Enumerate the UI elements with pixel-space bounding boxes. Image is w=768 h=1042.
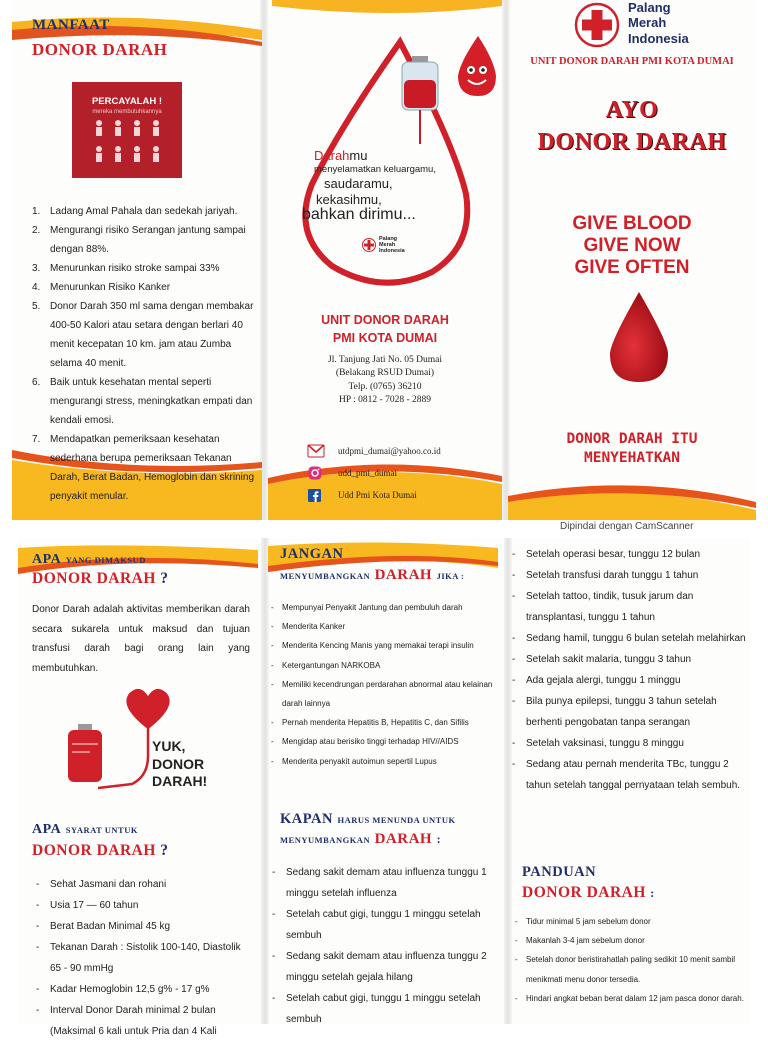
list-item: - Setelah transfusi darah tunggu 1 tahun bbox=[508, 565, 746, 586]
ayo-donor-heading: AYO DONOR DARAH bbox=[537, 97, 727, 156]
kapan-subheading: MENYUMBANGKAN DARAH : bbox=[280, 831, 442, 847]
panduan-heading: PANDUAN bbox=[522, 864, 597, 880]
panduan-subheading: DONOR DARAH : bbox=[522, 884, 655, 901]
list-item: - Tekanan Darah : Sistolik 100-140, Diastolik 65 - 90 mmHg bbox=[32, 937, 254, 979]
list-item: 3. Menurunkan risiko stroke sampai 33% bbox=[32, 263, 220, 274]
delay-list-continued bbox=[508, 544, 746, 796]
scanner-watermark: Dipindai dengan CamScanner bbox=[560, 521, 694, 532]
list-item: - Makanlah 3-4 jam sebelum donor bbox=[512, 931, 744, 950]
list-item: - Memiliki kecendrungan perdarahan abnormal atau kelainan darah lainnya bbox=[268, 675, 498, 713]
list-item: - Interval Donor Darah minimal 2 bulan (Maksimal 6 kali untuk Pria dan 4 Kali bbox=[32, 1000, 254, 1042]
list-item: - Menderita penyakit autoimun sepertil Lupus bbox=[268, 752, 498, 771]
guide-list bbox=[512, 912, 744, 1008]
blood-bag-icon bbox=[398, 54, 442, 146]
list-item: 6. Baik untuk kesehatan mental seperti mengurangi stress, meningkatkan empati dan kendali emosi. bbox=[32, 377, 253, 426]
contraindication-list bbox=[268, 598, 498, 771]
list-item: - Hindari angkat beban berat dalam 12 jam pasca donor darah. bbox=[512, 989, 744, 1008]
facebook-page[interactable]: Udd Pmi Kota Dumai bbox=[338, 490, 417, 500]
apa-dimaksud-heading: APA YANG DIMAKSUD bbox=[32, 552, 146, 567]
drop-slogan-line1: Darahmu bbox=[314, 148, 368, 163]
kapan-heading: KAPAN HARUS MENUNDA UNTUK bbox=[280, 811, 456, 827]
list-item: - Setelah operasi besar, tunggu 12 bulan bbox=[508, 544, 746, 565]
list-item: - Setelah cabut gigi, tunggu 1 minggu setelah sembuh bbox=[268, 988, 500, 1030]
jangan-subheading: MENYUMBANGKAN DARAH JIKA : bbox=[280, 567, 465, 583]
list-item: - Setelah vaksinasi, tunggu 8 minggu bbox=[508, 733, 746, 754]
percayalah-poster bbox=[72, 82, 182, 178]
email-text[interactable]: utdpmi_dumai@yahoo.co.id bbox=[338, 446, 441, 456]
list-item: - Setelah donor beristirahatlah paling sedikit 10 menit sambil menikmati menu donor tersedia. bbox=[512, 950, 744, 988]
list-item: - Mempunyai Penyakit Jantung dan pembuluh darah bbox=[268, 598, 498, 617]
drop-slogan-line4: kekasihmu, bbox=[316, 192, 382, 207]
facebook-row bbox=[308, 484, 498, 506]
red-cross-icon bbox=[362, 238, 376, 252]
yuk-donor-slogan: YUK, DONOR DARAH! bbox=[152, 738, 208, 789]
people-icon bbox=[72, 115, 182, 175]
red-cross-icon bbox=[574, 2, 620, 48]
list-item: - Bila punya epilepsi, tunggu 3 tahun setelah berhenti pengobatan tanpa serangan bbox=[508, 691, 746, 733]
poster-subtitle: mereka membutuhkannya bbox=[92, 109, 162, 115]
heart-blood-bag-icon bbox=[58, 684, 238, 804]
list-item: - Pernah menderita Hepatitis B, Hepatitis C, dan Sifilis bbox=[268, 713, 498, 732]
give-blood-slogan: GIVE BLOOD GIVE NOW GIVE OFTEN bbox=[572, 213, 692, 279]
list-item: - Kadar Hemoglobin 12,5 g% - 17 g% bbox=[32, 979, 254, 1000]
menyehatkan-slogan: DONOR DARAH ITU MENYEHATKAN bbox=[566, 431, 698, 466]
benefits-list bbox=[26, 202, 258, 506]
list-item: - Sehat Jasmani dan rohani bbox=[32, 874, 254, 895]
brochure-outside-sheet: MANFAAT DONOR DARAH PERCAYALAH ! mereka membutuhkannya 1. Ladang Amal Pahala dan sedekah jariyah. 2. Mengurangi risiko Serangan jantung sampai dengan 88%. 3. Menurunkan risiko stroke sampai 33% 4. Menurunkan Risiko Kanker 5. Donor Darah 350 ml sama dengan membakar 400-50 Kalori atau setara dengan berlari 40 menit kecepatan 10 km. jam atau Zumba selama 40 menit. 6. Baik untuk kesehatan mental seperti mengurangi stress, meningkatkan empati dan kendali emosi. 7. Mendapatkan pemeriksaan kesehatan sederhana berupa pemeriksaan Tekanan Darah, Berat Badan, Hemoglobin dan skrining penyakit menular. Darahmu menyelamatkan keluargamu, saudaramu, kekasihmu, bahkan dirimu... Palang Merah Indonesia UNIT DONOR DARAH PMI KOTA DUMAI Jl. Tanjung Jati No. 05 Dumai (Belakang RSUD Dumai) Telp. (0765) 36210 HP : 0812 - 7028 - 2889 utdpmi_dumai@yahoo.co.id udd_pmi_dumai Udd Pmi Kota Dumai Palang Merah Indonesia UNIT DONOR DARAH PMI KOTA DUMAI AYO DONOR DARAH GIVE BLOOD GIVE NOW GIVE OFTEN DONOR DARAH ITU MENYEHATKAN bbox=[12, 0, 756, 520]
list-item: - Setelah sakit malaria, tunggu 3 tahun bbox=[508, 649, 746, 670]
instagram-handle[interactable]: udd_pmi_dumai bbox=[338, 468, 397, 478]
donor-darah-heading: DONOR DARAH bbox=[32, 40, 168, 59]
drop-slogan-line2: menyelamatkan keluargamu, bbox=[314, 164, 436, 175]
list-item: 5. Donor Darah 350 ml sama dengan membakar 400-50 Kalori atau setara dengan berlari 40 menit kecepatan 10 km. jam atau Zumba selama 40 menit. bbox=[32, 301, 254, 369]
instagram-row bbox=[308, 462, 498, 484]
blood-drop-mascot-icon bbox=[452, 34, 500, 100]
social-links bbox=[308, 440, 498, 506]
manfaat-heading: MANFAAT bbox=[32, 17, 110, 33]
list-item: - Ketergantungan NARKOBA bbox=[268, 656, 498, 675]
email-row bbox=[308, 440, 498, 462]
list-item: - Menderita Kencing Manis yang memakai terapi insulin bbox=[268, 636, 498, 655]
list-item: - Ada gejala alergi, tunggu 1 minggu bbox=[508, 670, 746, 691]
list-item: 4. Menurunkan Risiko Kanker bbox=[32, 282, 171, 293]
unit-subtitle: UNIT DONOR DARAH PMI KOTA DUMAI bbox=[530, 56, 734, 67]
poster-title: PERCAYALAH ! bbox=[91, 96, 163, 107]
list-item: - Sedang atau pernah menderita TBc, tunggu 2 tahun setelah tanggal pernyataan telah sembuh. bbox=[508, 754, 746, 796]
drop-slogan-line3: saudaramu, bbox=[324, 176, 393, 191]
list-item: - Tidur minimal 5 jam sebelum donor bbox=[512, 912, 744, 931]
list-item: - Setelah cabut gigi, tunggu 1 minggu setelah sembuh bbox=[268, 904, 500, 946]
drop-slogan-line5: bahkan dirimu... bbox=[302, 206, 416, 223]
definition-text: Donor Darah adalah aktivitas memberikan darah secara sukarela untuk maksud dan tujuan transfusi darah bagi orang lain yang membutuhkan. bbox=[32, 604, 250, 674]
delay-list bbox=[268, 862, 500, 1030]
requirements-list bbox=[32, 874, 254, 1042]
donor-darah-question: DONOR DARAH ? bbox=[32, 842, 169, 859]
list-item: - Setelah tattoo, tindik, tusuk jarum dan transplantasi, tunggu 1 tahun bbox=[508, 586, 746, 628]
list-item: - Sedang sakit demam atau influenza tunggu 1 minggu setelah influenza bbox=[268, 862, 500, 904]
apa-syarat-heading: APA SYARAT UNTUK bbox=[32, 822, 138, 837]
facebook-icon bbox=[308, 489, 321, 502]
instagram-icon bbox=[308, 466, 322, 480]
list-item: - Berat Badan Minimal 45 kg bbox=[32, 916, 254, 937]
list-item: - Sedang hamil, tunggu 6 bulan setelah melahirkan bbox=[508, 628, 746, 649]
jangan-heading: JANGAN bbox=[280, 546, 344, 562]
list-item: - Menderita Kanker bbox=[268, 617, 498, 636]
unit-donor-title: UNIT DONOR DARAH PMI KOTA DUMAI bbox=[321, 313, 449, 345]
pmi-logo: Palang Merah Indonesia bbox=[574, 2, 620, 53]
list-item: 1. Ladang Amal Pahala dan sedekah jariyah. bbox=[32, 206, 238, 217]
address-block: Jl. Tanjung Jati No. 05 Dumai (Belakang RSUD Dumai) Telp. (0765) 36210 HP : 0812 - 7028 - 2889 bbox=[328, 355, 442, 405]
list-item: 2. Mengurangi risiko Serangan jantung sampai dengan 88%. bbox=[32, 225, 246, 255]
list-item: - Sedang sakit demam atau influenza tunggu 2 minggu setelah gejala hilang bbox=[268, 946, 500, 988]
list-item: - Usia 17 — 60 tahun bbox=[32, 895, 254, 916]
donor-darah-question: DONOR DARAH ? bbox=[32, 570, 169, 587]
brochure-inside-sheet bbox=[18, 538, 750, 1037]
list-item: - Mengidap atau berisiko tinggi terhadap HIV//AIDS bbox=[268, 732, 498, 751]
list-item: 7. Mendapatkan pemeriksaan kesehatan sederhana berupa pemeriksaan Tekanan Darah, Berat Badan, Hemoglobin dan skrining penyakit menular. bbox=[32, 434, 255, 502]
mail-icon bbox=[308, 445, 324, 457]
blood-drop-icon bbox=[604, 290, 674, 386]
